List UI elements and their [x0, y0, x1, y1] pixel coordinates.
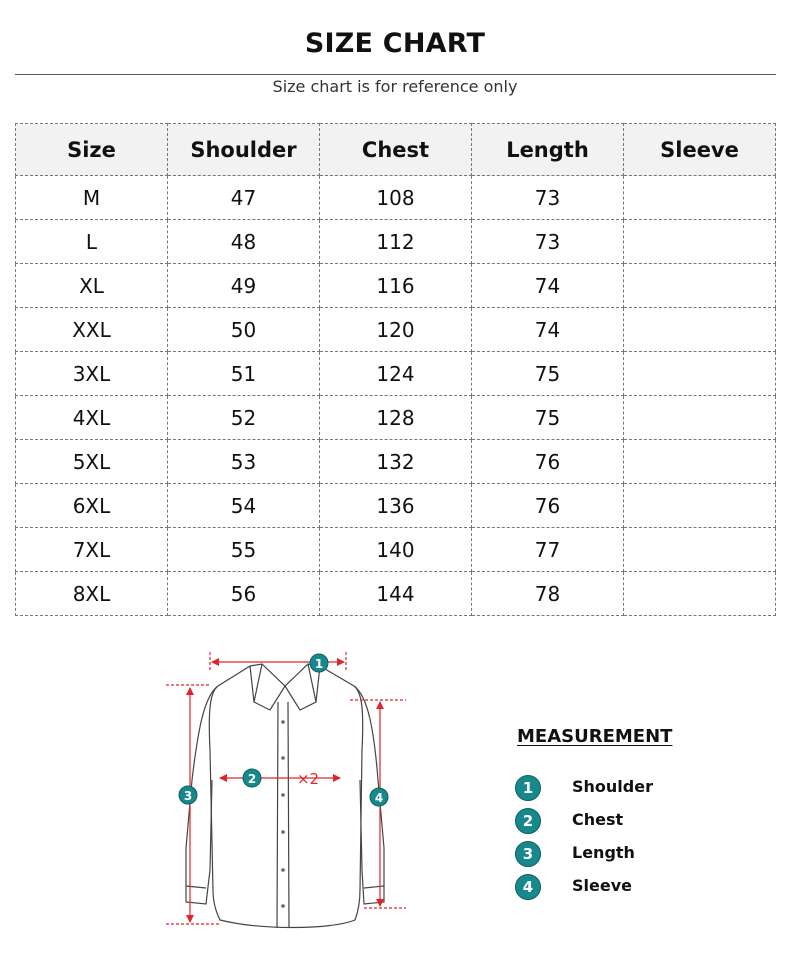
cell-length: 73: [472, 220, 624, 264]
cell-size: 8XL: [16, 572, 168, 616]
cell-sleeve: [624, 308, 776, 352]
cell-chest: 116: [320, 264, 472, 308]
marker-sleeve-number: 4: [374, 791, 384, 805]
cell-size: 3XL: [16, 352, 168, 396]
cell-size: 6XL: [16, 484, 168, 528]
cell-chest: 136: [320, 484, 472, 528]
cell-chest: 124: [320, 352, 472, 396]
legend-label-sleeve: Sleeve: [572, 876, 632, 895]
table-row: [16, 440, 776, 484]
cell-sleeve: [624, 220, 776, 264]
legend-badge-4: 4: [515, 874, 541, 900]
chest-multiplier-label: ×2: [296, 770, 320, 788]
cell-shoulder: 48: [168, 220, 320, 264]
cell-size: M: [16, 176, 168, 220]
cell-shoulder: 56: [168, 572, 320, 616]
cell-shoulder: 49: [168, 264, 320, 308]
marker-length-number: 3: [183, 789, 193, 803]
marker-length: [179, 786, 197, 804]
cell-size: L: [16, 220, 168, 264]
table-header-row: [16, 124, 776, 176]
cell-shoulder: 47: [168, 176, 320, 220]
cell-sleeve: [624, 264, 776, 308]
cell-shoulder: 51: [168, 352, 320, 396]
legend-badge-1: 1: [515, 775, 541, 801]
cell-size: 5XL: [16, 440, 168, 484]
measurement-guides: [166, 652, 406, 924]
cell-length: 76: [472, 440, 624, 484]
column-header-chest: Chest: [320, 124, 472, 176]
cell-length: 74: [472, 308, 624, 352]
cell-chest: 112: [320, 220, 472, 264]
column-header-length: Length: [472, 124, 624, 176]
cell-sleeve: [624, 528, 776, 572]
cell-length: 73: [472, 176, 624, 220]
marker-chest-number: 2: [247, 772, 257, 786]
table-row: [16, 264, 776, 308]
measurement-title: MEASUREMENT: [517, 726, 673, 747]
cell-size: 7XL: [16, 528, 168, 572]
cell-shoulder: 55: [168, 528, 320, 572]
marker-shoulder-number: 1: [314, 657, 324, 671]
size-table: [15, 123, 776, 616]
legend-label-shoulder: Shoulder: [572, 777, 653, 796]
table-row: [16, 484, 776, 528]
legend-label-chest: Chest: [572, 810, 624, 829]
legend-label-length: Length: [572, 843, 635, 862]
cell-length: 75: [472, 352, 624, 396]
cell-sleeve: [624, 440, 776, 484]
cell-shoulder: 50: [168, 308, 320, 352]
column-header-size: Size: [16, 124, 168, 176]
table-row: [16, 220, 776, 264]
marker-sleeve: [370, 788, 388, 806]
cell-chest: 128: [320, 396, 472, 440]
table-row: [16, 396, 776, 440]
cell-length: 74: [472, 264, 624, 308]
legend-badge-3: 3: [515, 841, 541, 867]
table-row: [16, 308, 776, 352]
table-row: [16, 352, 776, 396]
cell-sleeve: [624, 352, 776, 396]
cell-sleeve: [624, 484, 776, 528]
marker-shoulder: [310, 654, 328, 672]
column-header-sleeve: Sleeve: [624, 124, 776, 176]
cell-chest: 140: [320, 528, 472, 572]
size-table-body: [16, 176, 776, 616]
cell-shoulder: 53: [168, 440, 320, 484]
cell-sleeve: [624, 396, 776, 440]
cell-chest: 132: [320, 440, 472, 484]
table-row: [16, 528, 776, 572]
cell-length: 77: [472, 528, 624, 572]
cell-length: 78: [472, 572, 624, 616]
shirt-outline: [183, 664, 384, 928]
table-row: [16, 572, 776, 616]
cell-shoulder: 52: [168, 396, 320, 440]
cell-chest: 120: [320, 308, 472, 352]
marker-chest: [243, 769, 261, 787]
cell-sleeve: [624, 572, 776, 616]
page-title: SIZE CHART: [304, 28, 486, 59]
cell-chest: 144: [320, 572, 472, 616]
page-subtitle: Size chart is for reference only: [272, 77, 518, 96]
cell-size: 4XL: [16, 396, 168, 440]
table-row: [16, 176, 776, 220]
shirt-buttons: [281, 720, 285, 908]
cell-sleeve: [624, 176, 776, 220]
cell-size: XXL: [16, 308, 168, 352]
column-header-shoulder: Shoulder: [168, 124, 320, 176]
cell-shoulder: 54: [168, 484, 320, 528]
legend-badge-2: 2: [515, 808, 541, 834]
cell-chest: 108: [320, 176, 472, 220]
title-divider: [15, 74, 776, 75]
shirt-illustration: [150, 640, 440, 940]
cell-length: 75: [472, 396, 624, 440]
cell-size: XL: [16, 264, 168, 308]
cell-length: 76: [472, 484, 624, 528]
shirt-measurement-diagram: [150, 640, 440, 940]
